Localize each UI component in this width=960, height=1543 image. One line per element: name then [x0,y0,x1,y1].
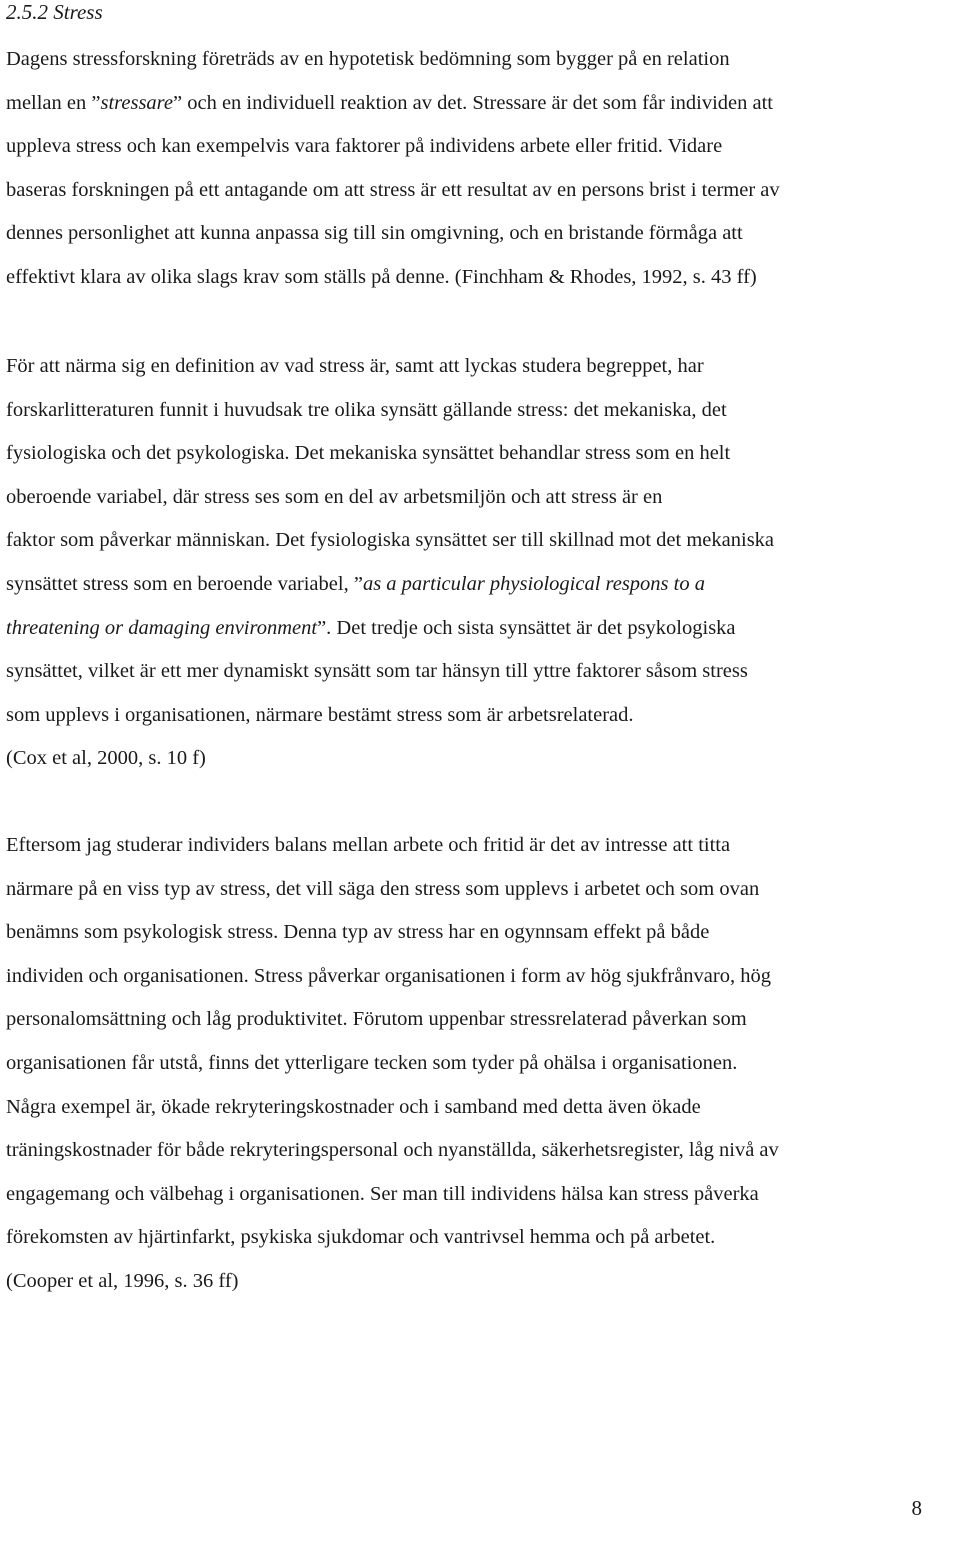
text-line: närmare på en viss typ av stress, det vill säga den stress som upplevs i arbetet och som ovan [6,877,760,900]
text-line: dennes personlighet att kunna anpassa sig till sin omgivning, och en bristande förmåga att [6,222,743,245]
section-heading: 2.5.2 Stress [6,0,103,24]
italic-phrase: as a particular physiological respons to a [362,572,705,595]
text-line: faktor som påverkar människan. Det fysiologiska synsättet ser till skillnad mot det mekaniska [6,529,775,552]
text-line: (Cox et al, 2000, s. 10 f) [6,747,206,770]
text-line: forskarlitteraturen funnit i huvudsak tre olika synsätt gällande stress: det mekaniska, det [6,398,727,421]
text-line: synsättet stress som en beroende variabel, ”as a particular physiological respons to a [6,572,705,595]
paragraph-psychological-stress [6,824,779,1304]
text-line: mellan en ”stressare” och en individuell reaktion av det. Stressare är det som får individen att [6,91,774,114]
paragraph-stress-research [6,38,780,300]
text-line: baseras forskningen på ett antagande om att stress är ett resultat av en persons brist i termer av [6,178,780,201]
page-number: 8 [911,1496,922,1520]
text-line: threatening or damaging environment”. Det tredje och sista synsättet är det psykologiska [6,616,736,639]
text-line: engagemang och välbehag i organisationen. Ser man till individens hälsa kan stress påverka [6,1182,759,1205]
text-line: För att närma sig en definition av vad stress är, samt att lyckas studera begreppet, har [6,355,704,377]
italic-phrase: threatening or damaging environment [6,616,318,639]
document-page [6,0,956,1292]
text-line: träningskostnader för både rekryteringspersonal och nyanställda, säkerhetsregister, låg nivå av [6,1139,779,1162]
text-line: Eftersom jag studerar individers balans mellan arbete och fritid är det av intresse att titta [6,834,731,856]
text-line: Dagens stressforskning företräds av en hypotetisk bedömning som bygger på en relation [6,48,730,70]
text-line: Några exempel är, ökade rekryteringskostnader och i samband med detta även ökade [6,1095,701,1118]
text-line: effektivt klara av olika slags krav som ställs på denne. (Finchham & Rhodes, 1992, s. 43 ff) [6,265,757,288]
text-line: (Cooper et al, 1996, s. 36 ff) [6,1269,239,1292]
paragraph-stress-perspectives [6,345,774,781]
text-line: fysiologiska och det psykologiska. Det mekaniska synsättet behandlar stress som en helt [6,442,731,465]
italic-phrase: stressare [100,91,173,114]
text-line: individen och organisationen. Stress påverkar organisationen i form av hög sjukfrånvaro, hög [6,964,771,987]
text-line: benämns som psykologisk stress. Denna typ av stress har en ogynnsam effekt på både [6,921,710,944]
text-line: oberoende variabel, där stress ses som en del av arbetsmiljön och att stress är en [6,485,663,508]
text-line: personalomsättning och låg produktivitet. Förutom uppenbar stressrelaterad påverkan som [6,1008,747,1031]
text-line: förekomsten av hjärtinfarkt, psykiska sjukdomar och vantrivsel hemma och på arbetet. [6,1226,716,1249]
text-line: synsättet, vilket är ett mer dynamiskt synsätt som tar hänsyn till yttre faktorer såsom stress [6,660,748,683]
text-line: organisationen får utstå, finns det ytterligare tecken som tyder på ohälsa i organisationen. [6,1051,738,1074]
text-line: uppleva stress och kan exempelvis vara faktorer på individens arbete eller fritid. Vidare [6,135,723,158]
text-line: som upplevs i organisationen, närmare bestämt stress som är arbetsrelaterad. [6,703,634,726]
